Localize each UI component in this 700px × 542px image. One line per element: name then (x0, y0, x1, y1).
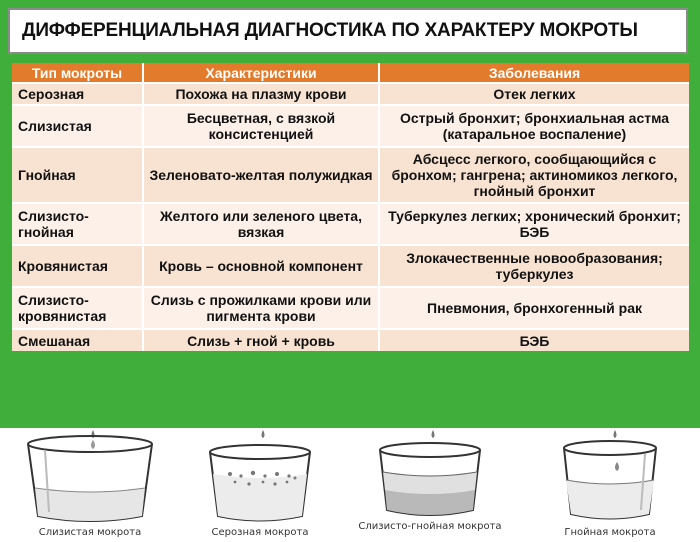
cell-type: Слизистая (12, 105, 143, 147)
cell-characteristics: Бесцветная, с вязкой консистенцией (143, 105, 379, 147)
cell-type: Серозная (12, 83, 143, 105)
cell-diseases: БЭБ (379, 329, 689, 351)
cell-characteristics: Желтого или зеленого цвета, вязкая (143, 203, 379, 245)
cup-label: Серозная мокрота (211, 527, 309, 538)
cell-diseases: Злокачественные новообразования; туберкулез (379, 245, 689, 287)
cell-diseases: Отек легких (379, 83, 689, 105)
page-title: ДИФФЕРЕНЦИАЛЬНАЯ ДИАГНОСТИКА ПО ХАРАКТЕРУ МОКРОТЫ (22, 20, 638, 41)
glass-icon (525, 428, 695, 528)
table-row (12, 287, 689, 329)
cup-mucopurulent (345, 428, 515, 542)
cell-type: Смешаная (12, 329, 143, 351)
cell-characteristics: Кровь – основной компонент (143, 245, 379, 287)
cell-diseases: Абсцесс легкого, сообщающийся с бронхом; гангрена; актиномикоз легкого, гнойный бронхит (379, 147, 689, 203)
cell-diseases: Острый бронхит; бронхиальная астма (катаральное воспаление) (379, 105, 689, 147)
cup-label: Слизистая мокрота (38, 527, 142, 538)
table-row (12, 203, 689, 245)
cell-characteristics: Похожа на плазму крови (143, 83, 379, 105)
table-row (12, 147, 689, 203)
cup-label: Слизисто-гнойная мокрота (358, 521, 502, 532)
cup-purulent (525, 428, 695, 542)
cell-type: Гнойная (12, 147, 143, 203)
glass-icon (175, 428, 345, 528)
cell-type: Слизисто-гнойная (12, 203, 143, 245)
table-row (12, 83, 689, 105)
cell-diseases: Пневмония, бронхогенный рак (379, 287, 689, 329)
header-characteristics: Характеристики (143, 63, 379, 83)
table-header-row (12, 63, 689, 83)
cell-diseases: Туберкулез легких; хронический бронхит; БЭБ (379, 203, 689, 245)
glass-icon (5, 428, 175, 528)
title-bar (8, 8, 688, 54)
table-row (12, 105, 689, 147)
cup-mucous (5, 428, 175, 542)
cell-characteristics: Слизь + гной + кровь (143, 329, 379, 351)
header-type: Тип мокроты (12, 63, 143, 83)
table-row (12, 245, 689, 287)
cell-characteristics: Зеленовато-желтая полужидкая (143, 147, 379, 203)
cup-serous (175, 428, 345, 542)
diagnosis-table (12, 63, 689, 351)
cup-label: Гнойная мокрота (564, 527, 656, 538)
header-diseases: Заболевания (379, 63, 689, 83)
glass-icon (345, 428, 515, 528)
cell-type: Слизисто-кровянистая (12, 287, 143, 329)
table-row (12, 329, 689, 351)
cell-type: Кровянистая (12, 245, 143, 287)
cell-characteristics: Слизь с прожилками крови или пигмента крови (143, 287, 379, 329)
sputum-illustration (0, 428, 700, 542)
